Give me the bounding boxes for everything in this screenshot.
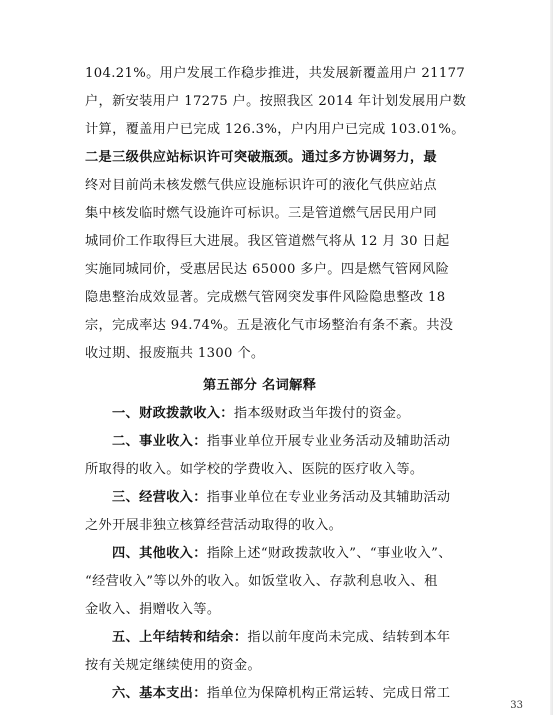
page-number: 33 (510, 700, 523, 711)
text-run: 指以前年度尚未完成、结转到本年 (247, 630, 451, 645)
text-run: 宗，完成率达 94.74%。五是液化气市场整治有条不紊。共没 (85, 318, 454, 333)
text-line (85, 344, 264, 364)
text-run: 指事业单位开展专业业务活动及辅助活动 (206, 434, 451, 449)
term-label: 二是三级供应站标识许可突破瓶颈。通过多方协调努力，最 (85, 150, 437, 165)
text-line (112, 544, 452, 564)
text-run: 城同价工作取得巨大进展。我区管道燃气将从 12 月 30 日起 (85, 234, 450, 249)
text-run: 指单位为保障机构正常运转、完成日常工 (206, 686, 451, 701)
text-line (85, 176, 437, 196)
text-line (85, 600, 220, 620)
text-run: 指本级财政当年拨付的资金。 (233, 406, 410, 421)
text-run: 所取得的收入。如学校的学费收入、医院的医疗收入等。 (85, 462, 424, 477)
text-line (85, 656, 261, 676)
term-label: 三、经营收入： (112, 490, 207, 505)
text-run: 隐患整治成效显著。完成燃气管网突发事件风险隐患整改 18 (85, 290, 446, 305)
text-line (112, 684, 450, 704)
text-line (85, 460, 423, 480)
text-run: 户，新安装用户 17275 户。按照我区 2014 年计划发展用户数 (85, 94, 467, 109)
text-run: 按有关规定继续使用的资金。 (85, 658, 261, 673)
term-label: 六、基本支出： (112, 686, 207, 701)
term-label: 二、事业收入： (112, 434, 207, 449)
section-heading (203, 376, 316, 396)
text-run: 指除上述“财政拨款收入”、“事业收入”、 (206, 546, 452, 561)
text-line (85, 204, 437, 224)
text-run: 第五部分 名词解释 (203, 378, 317, 393)
text-line (112, 628, 450, 648)
text-line (112, 432, 450, 452)
text-line (85, 148, 437, 168)
text-line (85, 260, 449, 280)
text-line (85, 516, 342, 536)
text-line (112, 488, 450, 508)
text-line (85, 316, 453, 336)
text-run: “经营收入”等以外的收入。如饭堂收入、存款利息收入、租 (85, 574, 438, 589)
text-line (85, 572, 438, 592)
term-label: 五、上年结转和结余： (112, 630, 248, 645)
text-line (85, 232, 450, 252)
text-run: 计算，覆盖用户已完成 126.3%，户内用户已完成 103.01%。 (85, 122, 465, 137)
text-line (85, 120, 465, 140)
text-run: 收过期、报废瓶共 1300 个。 (85, 346, 265, 361)
term-label: 一、财政拨款收入： (112, 406, 234, 421)
text-run: 终对目前尚未核发燃气供应设施标识许可的液化气供应站点 (85, 178, 437, 193)
text-run: 104.21%。用户发展工作稳步推进，共发展新覆盖用户 21177 (85, 66, 466, 81)
text-line (85, 64, 465, 84)
text-line (85, 288, 445, 308)
term-label: 四、其他收入： (112, 546, 207, 561)
text-line (85, 92, 466, 112)
text-run: 集中核发临时燃气设施许可标识。三是管道燃气居民用户同 (85, 206, 437, 221)
text-line (112, 404, 410, 424)
text-run: 金收入、捐赠收入等。 (85, 602, 221, 617)
text-run: 之外开展非独立核算经营活动取得的收入。 (85, 518, 343, 533)
text-run: 指事业单位在专业业务活动及其辅助活动 (206, 490, 451, 505)
text-run: 实施同城同价，受惠居民达 65000 多户。四是燃气管网风险 (85, 262, 450, 277)
